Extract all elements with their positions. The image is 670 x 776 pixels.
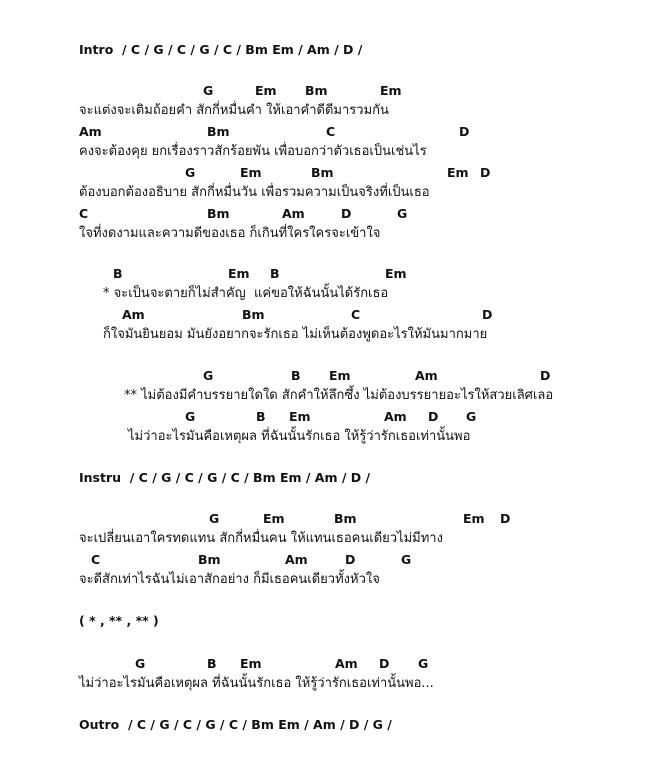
chord: Bm: [334, 511, 357, 526]
lyric-row: [0, 674, 670, 694]
chord: B: [291, 368, 301, 383]
lyric-line: จะแต่งจะเติมถ้อยคำ สักกี่หมื่นคำ ให้เอาคำดีดีมารวมกัน: [79, 103, 389, 118]
chord: G: [466, 409, 477, 424]
instru-chords: / C / G / C / G / C / Bm Em / Am / D /: [129, 470, 371, 485]
chord: D: [345, 552, 356, 567]
lyric-line: * จะเป็นจะตายก็ไม่สำคัญ แค่ขอให้ฉันนั้นได้รักเธอ: [103, 286, 389, 301]
chord: Em: [228, 266, 250, 281]
chord: G: [185, 409, 196, 424]
chord-row: [0, 305, 670, 325]
chord: Em: [255, 83, 277, 98]
lyric-row: [0, 183, 670, 203]
chord: Em: [329, 368, 351, 383]
chord: Em: [380, 83, 402, 98]
chord-row: [0, 122, 670, 142]
chord: G: [209, 511, 220, 526]
chord: D: [482, 307, 493, 322]
chord: Em: [289, 409, 311, 424]
chord-row: [0, 264, 670, 284]
instru-label: Instru: [79, 470, 122, 485]
lyric-line: ต้องบอกต้องอธิบาย สักกี่หมื่นวัน เพื่อรวมความเป็นจริงที่เป็นเธอ: [79, 185, 430, 200]
lyric-line: คงจะต้องคุย ยกเรื่องราวสักร้อยพัน เพื่อบอกว่าตัวเธอเป็นเช่นไร: [79, 144, 427, 159]
chord: Am: [335, 656, 358, 671]
chord: Am: [384, 409, 407, 424]
outro-chords: / C / G / C / G / C / Bm Em / Am / D / G /: [127, 717, 392, 732]
lyric-line: ก็ใจมันยินยอม มันยังอยากจะรักเธอ ไม่เห็นต้องพูดอะไรให้มันมากมาย: [103, 327, 488, 342]
chord-row: [0, 366, 670, 386]
chord: B: [256, 409, 266, 424]
chord-row: [0, 509, 670, 529]
lyric-row: [0, 386, 670, 406]
chord: Em: [240, 165, 262, 180]
chord: C: [91, 552, 101, 567]
chord: Bm: [305, 83, 328, 98]
chord: Bm: [207, 124, 230, 139]
chord: D: [459, 124, 470, 139]
lyric-row: [0, 224, 670, 244]
chord: Em: [240, 656, 262, 671]
intro-chords: / C / G / C / G / C / Bm Em / Am / D /: [122, 42, 363, 57]
chord: B: [270, 266, 280, 281]
chord-row: [0, 204, 670, 224]
chord: Am: [285, 552, 308, 567]
lyric-row: [0, 529, 670, 549]
lyric-row: [0, 101, 670, 121]
chord-row: [0, 654, 670, 674]
lyric-row: [0, 325, 670, 345]
chord: Em: [385, 266, 407, 281]
outro-line: [79, 715, 392, 735]
chord: Bm: [242, 307, 265, 322]
lyric-row: [0, 284, 670, 304]
chord: C: [351, 307, 361, 322]
chord: D: [480, 165, 491, 180]
lyric-row: [0, 427, 670, 447]
repeat-marker: ( * , ** , ** ): [79, 613, 159, 628]
chord: G: [401, 552, 412, 567]
lyric-line: จะดีสักเท่าไรฉันไม่เอาสักอย่าง ก็มีเธอคนเดียวทั้งหัวใจ: [79, 572, 380, 587]
chord: G: [397, 206, 408, 221]
chord: Am: [122, 307, 145, 322]
chord: Am: [415, 368, 438, 383]
chord: Em: [263, 511, 285, 526]
chord-row: [0, 407, 670, 427]
lyric-line: ใจที่งดงามและความดีของเธอ ก็เกินที่ใครใครจะเข้าใจ: [79, 226, 381, 241]
chord-row: [0, 163, 670, 183]
chord: Bm: [311, 165, 334, 180]
chord: D: [540, 368, 551, 383]
chord: Am: [79, 124, 102, 139]
chord: Em: [463, 511, 485, 526]
chord: G: [185, 165, 196, 180]
chord: G: [203, 368, 214, 383]
chord: C: [79, 206, 89, 221]
intro-line: [79, 40, 362, 60]
chord-row: [0, 550, 670, 570]
lyric-line: ** ไม่ต้องมีคำบรรยายใดใด สักคำให้ลึกซึ้ง ไม่ต้องบรรยายอะไรให้สวยเลิศเลอ: [124, 388, 554, 403]
chord: B: [207, 656, 217, 671]
chord: Bm: [207, 206, 230, 221]
intro-label: Intro: [79, 42, 114, 57]
chord: B: [113, 266, 123, 281]
instru-line: [79, 468, 370, 488]
chord: C: [326, 124, 336, 139]
chord: Bm: [198, 552, 221, 567]
chord: Am: [282, 206, 305, 221]
chord: D: [500, 511, 511, 526]
lyric-line: ไม่ว่าอะไรมันคือเหตุผล ที่ฉันนั้นรักเธอ ให้รู้ว่ารักเธอเท่านั้นพอ: [128, 429, 471, 444]
chord-row: [0, 81, 670, 101]
lyric-row: [0, 142, 670, 162]
lyric-line: ไม่ว่าอะไรมันคือเหตุผล ที่ฉันนั้นรักเธอ ให้รู้ว่ารักเธอเท่านั้นพอ...: [79, 676, 434, 691]
lyric-row: [0, 570, 670, 590]
outro-label: Outro: [79, 717, 120, 732]
lyric-line: จะเปลี่ยนเอาใครทดแทน สักกี่หมื่นคน ให้แทนเธอคนเดียวไม่มีทาง: [79, 531, 443, 546]
chord: D: [428, 409, 439, 424]
chord: G: [135, 656, 146, 671]
chord: Em: [447, 165, 469, 180]
chord: G: [203, 83, 214, 98]
chord: G: [418, 656, 429, 671]
chord: D: [379, 656, 390, 671]
chord: D: [341, 206, 352, 221]
